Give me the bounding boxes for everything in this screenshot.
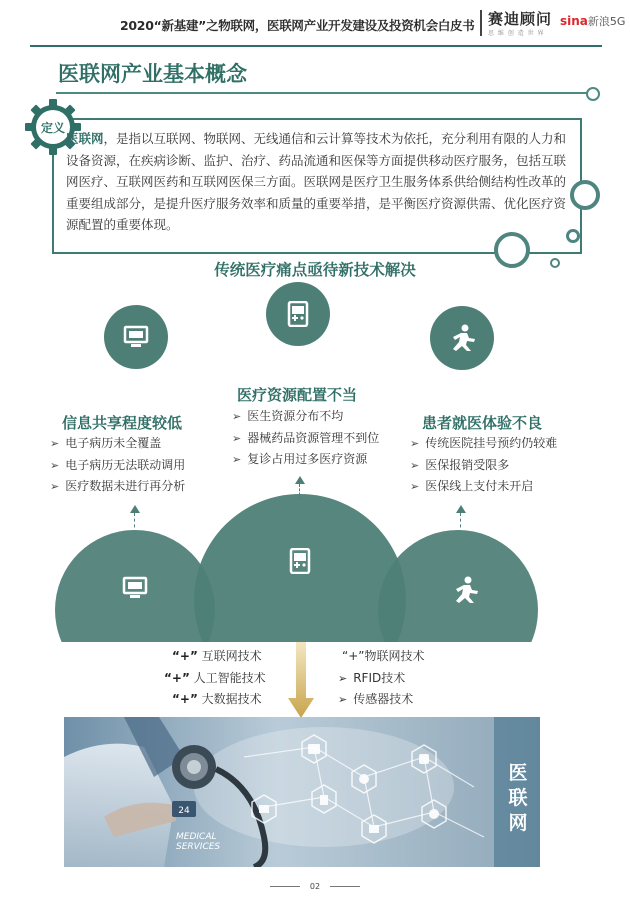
list-item-label: 医保线上支付未开启 [425,479,534,493]
ccid-logo-sub: 思 维 创 造 世 界 [488,30,545,37]
header-title: 2020“新基建”之物联网，医联网产业开发建设及投资机会白皮书 [120,18,475,33]
badge-text: 24 [178,806,190,816]
list-item [232,406,379,428]
section-title-dot [586,87,600,101]
chevron-right-icon: ➢ [232,410,242,423]
list-item [410,455,557,477]
tech-list-left [164,646,266,711]
section-title: 医联网产业基本概念 [58,62,247,86]
deco-ring-right [570,180,600,210]
patient-walking-icon [447,324,477,352]
plus-mark: “+” [164,670,190,685]
24-hour-badge-icon [172,801,196,817]
list-item [338,646,425,668]
handheld-device-icon [287,301,309,327]
sina-5g-text: 新浪5G [587,15,626,28]
list-item-label: 复诊占用过多医疗资源 [247,452,368,466]
list-item [164,646,266,668]
deco-ring-small [566,229,580,243]
header-rule [30,45,602,47]
definition-keyword: 医联网 [66,131,104,146]
list-item [338,668,425,690]
center-arrow-head-icon [295,476,305,484]
list-item-label: 传感器技术 [353,692,414,706]
chevron-right-icon: ➢ [338,671,348,685]
definition-body: ，是指以互联网、物联网、无线通信和云计算等技术为依托，充分利用有限的人力和设备资源，在疾病诊断、监护、治疗、药品流通和医保等方面提供移动医疗服务，包括互联网医疗、互联网医药和互联网医保三方面。医联网是医疗卫生服务体系供给侧结构性改革的重要组成部分，是提升医疗服务效率和质量的重要举措，是平衡医疗资源供需、优化医疗资源配置的重要体现。 [66,131,567,232]
definition-tag: 定义 [40,121,66,135]
medical-photo [64,717,540,867]
monitor-icon [123,325,149,349]
list-item-label: 传统医院挂号预约仍较难 [425,436,558,450]
chevron-right-icon: ➢ [50,480,60,493]
footer-rule-right [330,886,360,887]
chevron-right-icon: ➢ [50,437,60,450]
list-item-label: 大数据技术 [201,692,262,706]
photo-label: 医联网 [508,762,528,834]
medical-text: MEDICAL [176,832,217,842]
down-arrow-icon [288,642,314,718]
right-pain-title: 患者就医体验不良 [422,414,543,432]
left-pain-title: 信息共享程度较低 [62,414,183,432]
chevron-right-icon: ➢ [232,431,242,445]
list-item [164,668,266,690]
definition-text [66,128,574,236]
list-item-label: 器械药品资源管理不到位 [247,430,380,445]
list-item-label: 互联网技术 [201,649,262,663]
list-item [410,433,557,455]
list-item-label: 电子病历未全覆盖 [65,436,162,450]
list-item [164,689,266,711]
chevron-right-icon: ➢ [338,693,348,706]
tech-list-right [338,646,425,711]
list-item-label: “+”物联网技术 [342,649,425,663]
ccid-logo-text: 赛迪顾问 [488,10,553,28]
list-item-label: 电子病历无法联动调用 [65,457,186,472]
list-item [338,689,425,711]
services-text: SERVICES [176,842,221,852]
domes-graphic [0,490,630,650]
list-item [50,455,185,477]
list-item [50,433,185,455]
dome-monitor-icon [122,576,148,600]
page-number: 02 [309,882,321,891]
list-item [232,449,379,471]
right-pain-circle [430,306,494,370]
center-pain-title: 医疗资源配置不当 [237,386,358,404]
ccid-logo [488,8,558,37]
list-item-label: 医生资源分布不均 [247,409,344,423]
pain-points-title: 传统医疗痛点亟待新技术解决 [214,261,416,279]
chevron-right-icon: ➢ [410,458,420,472]
sina-logo-text: sina [560,14,588,28]
list-item-label: 医疗数据未进行再分析 [65,479,186,493]
left-pain-circle [104,305,168,369]
list-item-label: RFID技术 [353,670,406,685]
list-item-label: 人工智能技术 [193,670,266,685]
list-item [232,428,379,450]
chevron-right-icon: ➢ [410,437,420,450]
left-pain-list [50,433,185,498]
header-divider [480,10,482,36]
center-pain-circle [266,282,330,346]
plus-mark: “+” [172,649,198,663]
chevron-right-icon: ➢ [50,458,60,472]
dome-handheld-device-icon [289,548,311,574]
list-item-label: 医保报销受限多 [425,457,510,472]
chevron-right-icon: ➢ [232,453,242,466]
section-title-rule [56,92,592,94]
dome-patient-walking-icon [450,576,480,604]
center-pain-list [232,406,379,471]
plus-mark: “+” [172,692,198,706]
chevron-right-icon: ➢ [410,480,420,493]
sina-logo [560,13,625,29]
medical-photo-illustration [64,717,540,867]
right-pain-list [410,433,557,498]
